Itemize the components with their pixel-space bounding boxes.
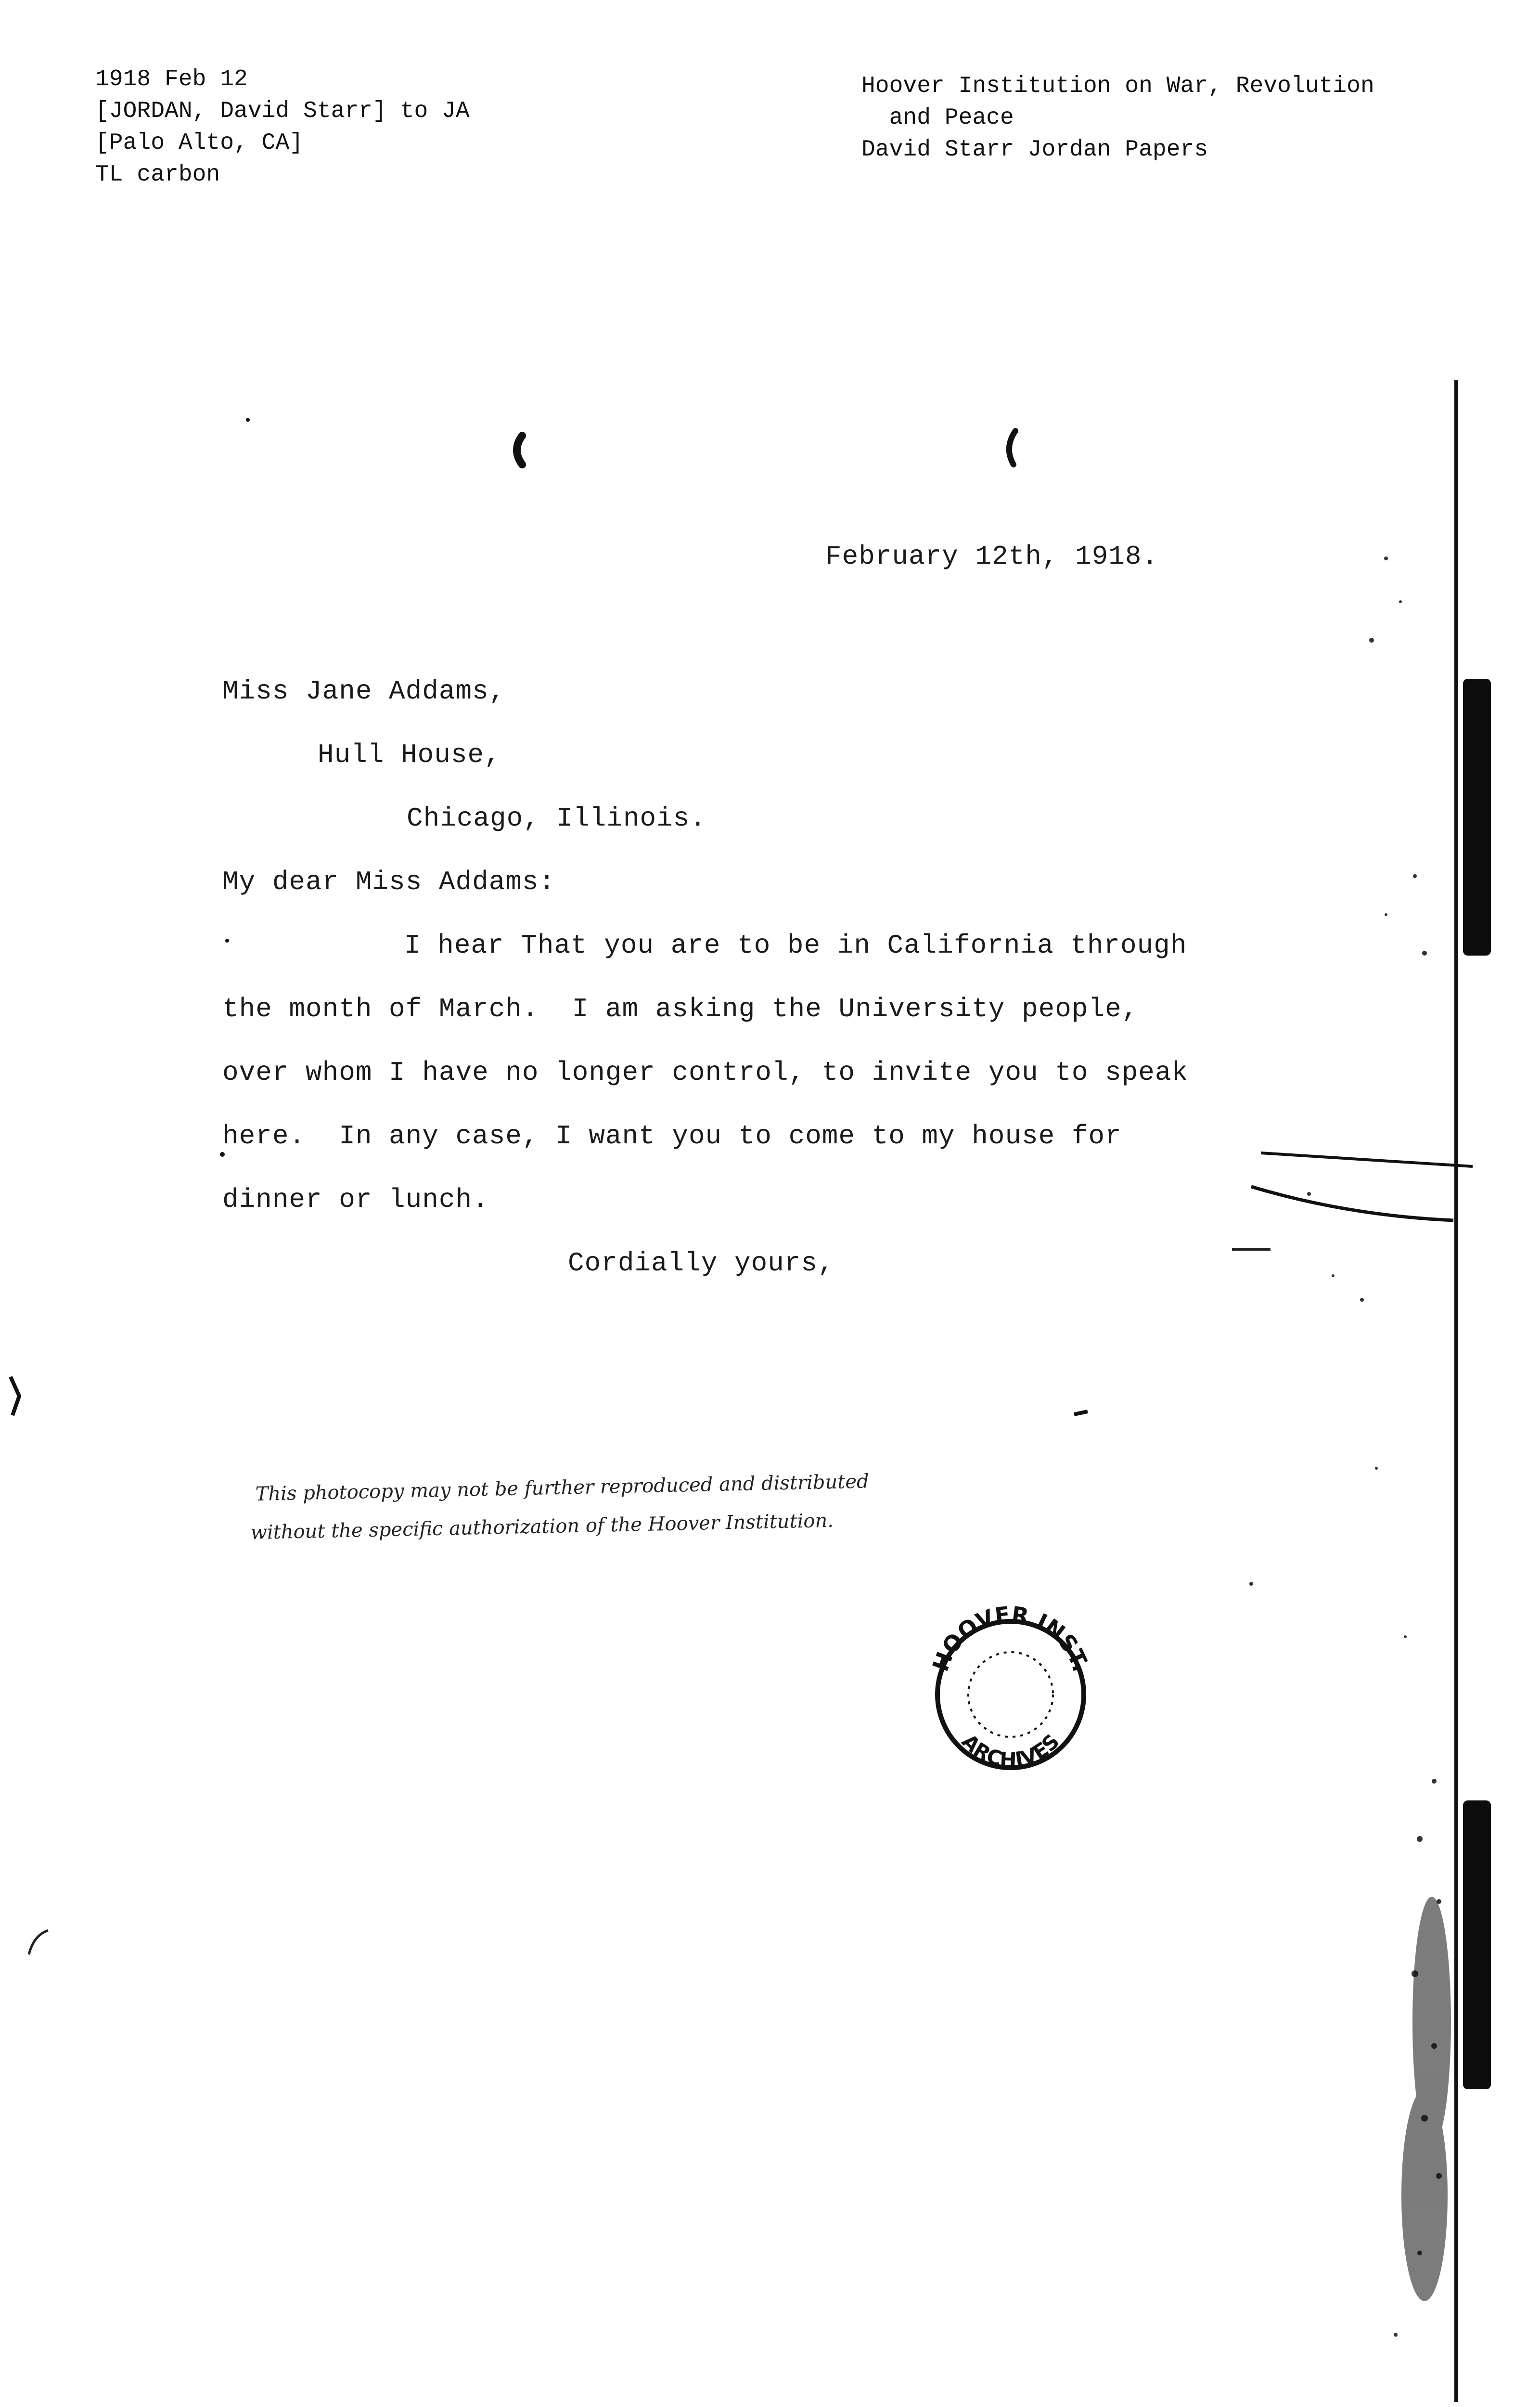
closing: Cordially yours, — [568, 1248, 834, 1279]
repository-line-3: David Starr Jordan Papers — [861, 137, 1208, 163]
recipient-street: Hull House, — [318, 739, 501, 770]
repository-line-2: and Peace — [861, 105, 1014, 131]
body-line-5: dinner or lunch. — [222, 1184, 489, 1215]
svg-text:HOOVER INST.: HOOVER INST. — [927, 1601, 1094, 1675]
repository-line-1: Hoover Institution on War, Revolution — [861, 73, 1374, 99]
catalog-place: [Palo Alto, CA] — [95, 130, 304, 156]
salutation: My dear Miss Addams: — [222, 867, 556, 897]
catalog-type: TL carbon — [95, 162, 220, 188]
body-line-1: I hear That you are to be in California through — [404, 930, 1187, 961]
catalog-date: 1918 Feb 12 — [95, 66, 248, 92]
reproduction-notice-line-2: without the specific authorization of the Hoover Institution. — [250, 1509, 834, 1544]
catalog-author: [JORDAN, David Starr] to JA — [95, 98, 470, 124]
recipient-city: Chicago, Illinois. — [407, 803, 706, 834]
body-line-4: here. In any case, I want you to come to my house for — [222, 1121, 1122, 1152]
body-line-2: the month of March. I am asking the University people, — [222, 994, 1139, 1024]
reproduction-notice-line-1: This photocopy may not be further reproduced and distributed — [255, 1470, 870, 1505]
svg-text:ARCHIVES: ARCHIVES — [957, 1729, 1064, 1772]
recipient-name: Miss Jane Addams, — [222, 676, 506, 707]
body-line-3: over whom I have no longer control, to invite you to speak — [222, 1057, 1189, 1088]
letter-date: February 12th, 1918. — [825, 541, 1159, 572]
